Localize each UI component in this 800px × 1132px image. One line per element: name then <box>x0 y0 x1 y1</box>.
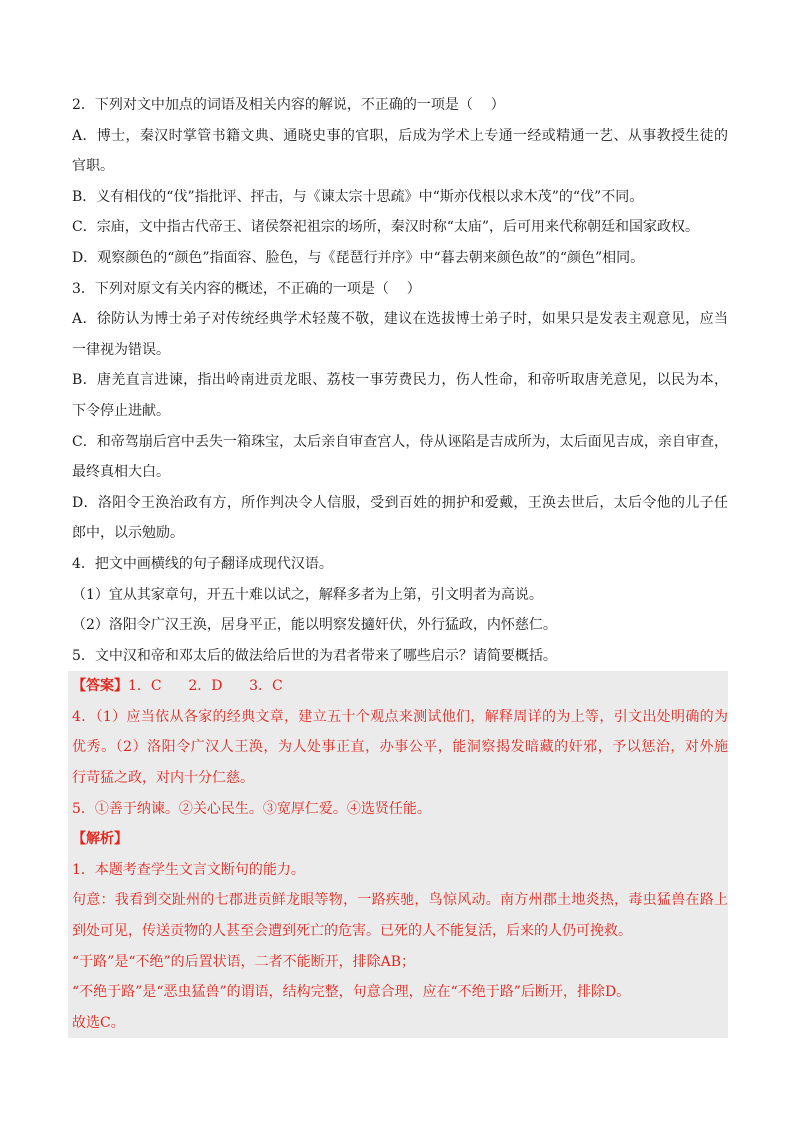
answer-choices-line <box>72 671 728 702</box>
answer-label: 【答案】 <box>72 678 128 695</box>
question-3-option-c-line: 最终真相大白。 <box>72 464 170 481</box>
question-2-option-d: D．观察颜色的“颜色”指面容、脸色，与《琵琶行并序》中“暮去朝来颜色故”的“颜色”相同。 <box>72 249 645 266</box>
question-4-sentence-2: （2）洛阳令广汉王涣，居身平正，能以明察发擿奸伏，外行猛政，内怀慈仁。 <box>72 617 557 634</box>
question-4 <box>72 549 728 641</box>
question-4-stem: 4．把文中画横线的句子翻译成现代汉语。 <box>72 555 333 572</box>
question-3-option-a-line: A．徐防认为博士弟子对传统经典学术轻蔑不敬，建议在选拔博士弟子时，如果只是发表主观意见，应当 <box>72 311 728 328</box>
question-3-option-a-line: 一律视为错误。 <box>72 341 170 358</box>
question-3-option-b-line: 下令停止进献。 <box>72 402 170 419</box>
analysis-line: 到处可见，传送贡物的人甚至会遭到死亡的危害。已死的人不能复活，后来的人仍可挽救。 <box>72 923 632 940</box>
question-2-stem: 2．下列对文中加点的词语及相关内容的解说，不正确的一项是（ ） <box>72 97 505 113</box>
question-2-option-b: B．义有相伐的“伐”指批评、抨击，与《谏太宗十思疏》中“斯亦伐根以求木茂”的“伐”不同。 <box>72 188 644 205</box>
answer-translation-line: 4．（1）应当依从各家的经典文章，建立五十个观点来测试他们，解释周详的为上等，引文出处明确的为 <box>72 708 728 725</box>
question-3-option-c-line: C．和帝驾崩后宫中丢失一箱珠宝，太后亲自审查宫人，侍从诬陷是吉成所为，太后面见吉成，亲自审查， <box>72 433 728 450</box>
analysis-label: 【解析】 <box>72 831 128 848</box>
question-3-option-b-line: B．唐羌直言进谏，指出岭南进贡龙眼、荔枝一事劳费民力，伤人性命，和帝听取唐羌意见，以民为本， <box>72 372 728 389</box>
answer-q5: 5．①善于纳谏。②关心民生。③宽厚仁爱。④选贤任能。 <box>72 800 431 817</box>
answer-translation-line: 行苛猛之政，对内十分仁慈。 <box>72 770 254 787</box>
analysis-line: “于路”是“不绝”的后置状语，二者不能断开，排除AB； <box>72 953 416 970</box>
document-page <box>72 90 728 1038</box>
question-5-stem: 5．文中汉和帝和邓太后的做法给后世的为君者带来了哪些启示？请简要概括。 <box>72 647 557 664</box>
answer-box <box>68 671 728 1038</box>
question-5 <box>72 641 728 672</box>
question-3 <box>72 274 728 549</box>
question-2-option-a-line: 官职。 <box>72 158 114 175</box>
question-4-sentence-1: （1）宜从其家章句，开五十难以试之，解释多者为上第，引文明者为高说。 <box>72 586 543 603</box>
question-2 <box>72 90 728 274</box>
question-2-option-c: C．宗庙，文中指古代帝王、诸侯祭祀祖宗的场所，秦汉时称“太庙”，后可用来代称朝廷和国家政权。 <box>72 219 700 236</box>
analysis-line: 故选C。 <box>72 1014 125 1031</box>
analysis-line: “不绝于路”是“恶虫猛兽”的谓语，结构完整，句意合理，应在“不绝于路”后断开，排除D。 <box>72 984 631 1001</box>
analysis-line: 句意：我看到交趾州的七郡进贡鲜龙眼等物，一路疾驰，鸟惊风动。南方州郡土地炎热，毒虫猛兽在路上 <box>72 892 728 909</box>
analysis-line: 1．本题考查学生文言文断句的能力。 <box>72 861 305 878</box>
question-3-option-d-line: 郎中，以示勉励。 <box>72 525 184 542</box>
answer-choices: 1．C 2．D 3．C <box>128 678 283 695</box>
question-3-option-d-line: D．洛阳令王涣治政有方，所作判决令人信服，受到百姓的拥护和爱戴，王涣去世后，太后令他的儿子任 <box>72 494 728 511</box>
answer-translation-line: 优秀。（2）洛阳令广汉人王涣，为人处事正直，办事公平，能洞察揭发暗藏的奸邪，予以惩治，对外施 <box>72 739 728 756</box>
question-3-stem: 3．下列对原文有关内容的概述，不正确的一项是（ ） <box>72 280 421 297</box>
question-2-option-a-line: A．博士，秦汉时掌管书籍文典、通晓史事的官职，后成为学术上专通一经或精通一艺、从事教授生徒的 <box>72 127 728 144</box>
